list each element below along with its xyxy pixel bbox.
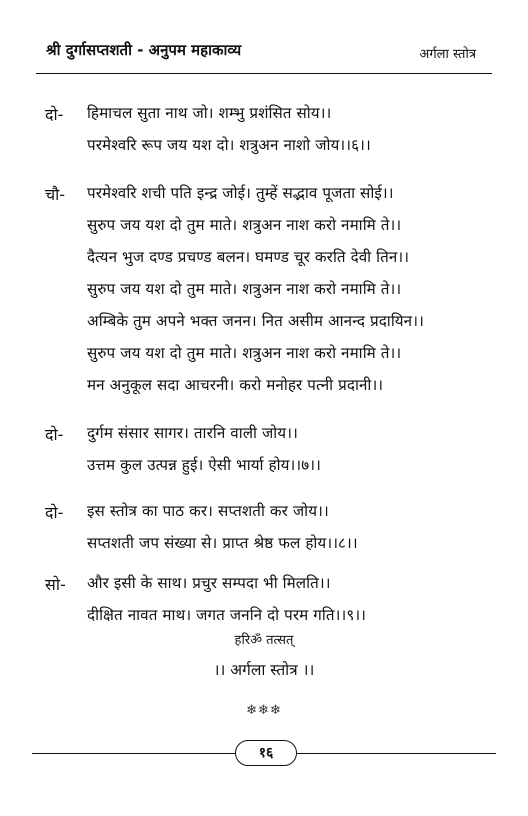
- end-title: ।। अर्गला स्तोत्र ।।: [213, 661, 315, 679]
- verse-text: उत्तम कुल उत्पन्न हुई। ऐसी भार्या होय।।७।।: [87, 456, 321, 474]
- verse-line: [0, 103, 528, 135]
- verse-line: [0, 343, 528, 375]
- verse-line: [0, 311, 528, 343]
- verse-text: सुरुप जय यश दो तुम माते। शत्रुअन नाश करो नमामि ते।।: [87, 216, 402, 234]
- verse-text: सुरुप जय यश दो तुम माते। शत्रुअन नाश करो नमामि ते।।: [87, 280, 402, 298]
- book-title: श्री दुर्गासप्तशती - अनुपम महाकाव्य: [46, 41, 242, 59]
- verse-text: परमेश्वरि रूप जय यश दो। शत्रुअन नाशो जोय।।६।।: [87, 136, 371, 154]
- verse-line: [0, 215, 528, 247]
- verse-line: [0, 501, 528, 533]
- verse-text: दुर्गम संसार सागर। तारनि वाली जोय।।: [87, 424, 298, 442]
- verse-text: परमेश्वरि शची पति इन्द्र जोई। तुम्हें सद्भाव पूजता सोई।।: [87, 184, 394, 202]
- verse-line: [0, 455, 528, 487]
- verse-text: सुरुप जय यश दो तुम माते। शत्रुअन नाश करो नमामि ते।।: [87, 344, 402, 362]
- stanza-label: दो-: [45, 105, 64, 124]
- verse-text: इस स्तोत्र का पाठ कर। सप्तशती कर जोय।।: [87, 502, 329, 520]
- verse-line: [0, 423, 528, 455]
- stanza-label: सो-: [45, 575, 66, 594]
- page-number: १६: [235, 740, 297, 766]
- verse-line: [0, 279, 528, 311]
- stanza-label: दो-: [45, 503, 64, 522]
- verse-text: दीक्षित नावत माथ। जगत जननि दो परम गति।।९।।: [87, 606, 367, 624]
- verse-line: [0, 183, 528, 215]
- verse-text: अम्बिके तुम अपने भक्त जनन। नित असीम आनन्द प्रदायिन।।: [87, 312, 424, 330]
- verse-text: सप्तशती जप संख्या से। प्राप्त श्रेष्ठ फल होय।।८।।: [87, 534, 358, 552]
- verse-line: [0, 573, 528, 605]
- header-divider: [36, 73, 492, 74]
- verse-line: [0, 247, 528, 279]
- section-title: अर्गला स्तोत्र: [419, 47, 476, 62]
- verse-text: और इसी के साथ। प्रचुर सम्पदा भी मिलति।।: [87, 574, 331, 592]
- stanza-label: दो-: [45, 425, 64, 444]
- snowflake-ornament-icon: ❄❄❄: [246, 703, 282, 718]
- verse-text: हिमाचल सुता नाथ जो। शम्भु प्रशंसित सोय।।: [87, 104, 332, 122]
- stanza-label: चौ-: [45, 185, 66, 204]
- colophon: हरिॐ तत्सत्: [234, 633, 294, 648]
- verse-line: [0, 135, 528, 167]
- verse-line: [0, 533, 528, 565]
- verse-line: [0, 375, 528, 407]
- verse-text: दैत्यन भुज दण्ड प्रचण्ड बलन। घमण्ड चूर करति देवी तिन।।: [87, 248, 410, 266]
- verse-text: मन अनुकूल सदा आचरनी। करो मनोहर पत्नी प्रदानी।।: [87, 376, 384, 394]
